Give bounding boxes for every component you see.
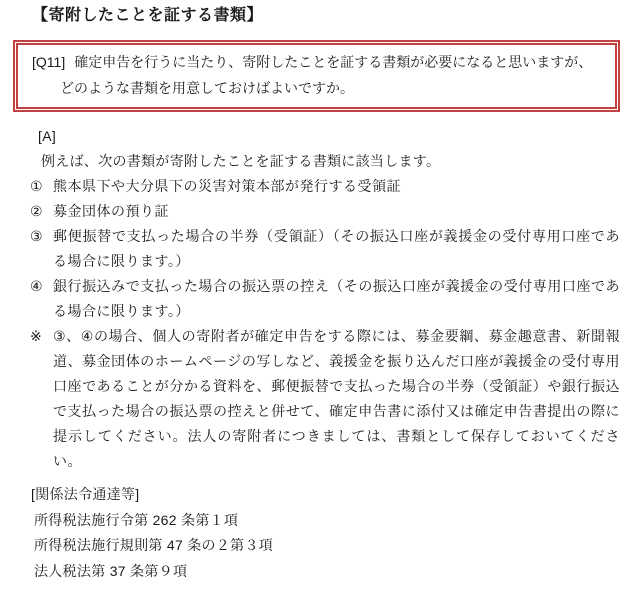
list-text-2: 募金団体の預り証: [53, 203, 169, 219]
question-box: [13, 40, 620, 112]
list-marker-4: ④: [30, 278, 43, 294]
list-item-2: [30, 199, 620, 224]
related-laws-label: [関係法令通達等]: [31, 486, 140, 502]
note-marker: ※: [30, 328, 43, 344]
answer-section: [30, 124, 620, 474]
law-reference-1: 所得税法施行令第 262 条第１項: [34, 511, 239, 528]
law-reference-2: 所得税法施行規則第 47 条の２第３項: [34, 537, 274, 553]
note-text: ③、④の場合、個人の寄附者が確定申告をする際には、募金要綱、募金趣意書、新聞報道、募金団体のホームページの写しなど、義援金を振り込んだ口座が義援金の受付専用口座であることが分かる資料を、郵便振替で支払った場合の半券（受領証）や銀行振込で支払った場合の振込票の控えと併せて、確定申告書に添付又は確定申告書提出の際に提示してください。法人の寄附者につきましては、書類として保存しておいてください。: [53, 328, 620, 469]
question-text-line-2: どのような書類を用意しておけばよいですか。: [60, 80, 354, 96]
answer-label: [A]: [38, 128, 57, 144]
question-label: [Q11]: [32, 54, 66, 70]
list-text-3: 郵便振替で支払った場合の半券（受領証）（その振込口座が義援金の受付専用口座である場合に限ります。）: [53, 228, 620, 269]
list-text-4: 銀行振込みで支払った場合の振込票の控え（その振込口座が義援金の受付専用口座である場合に限ります。）: [53, 278, 620, 319]
answer-intro: 例えば、次の書類が寄附したことを証する書類に該当します。: [41, 153, 441, 169]
list-text-1: 熊本県下や大分県下の災害対策本部が発行する受領証: [53, 178, 401, 194]
list-item-note: [30, 324, 620, 474]
list-item-3: [30, 224, 620, 274]
list-marker-1: ①: [30, 178, 43, 194]
list-item-4: [30, 274, 620, 324]
document-title: 【寄附したことを証する書類】: [32, 7, 264, 24]
list-marker-3: ③: [30, 228, 43, 244]
question-text-line-1: 確定申告を行うに当たり、寄附したことを証する書類が必要になると思いますが、: [74, 54, 593, 70]
related-laws-section: [31, 482, 639, 584]
list-item-1: [30, 174, 620, 199]
question-line-1: [32, 49, 603, 75]
law-reference-3: 法人税法第 37 条第９項: [34, 562, 188, 579]
list-marker-2: ②: [30, 203, 43, 219]
